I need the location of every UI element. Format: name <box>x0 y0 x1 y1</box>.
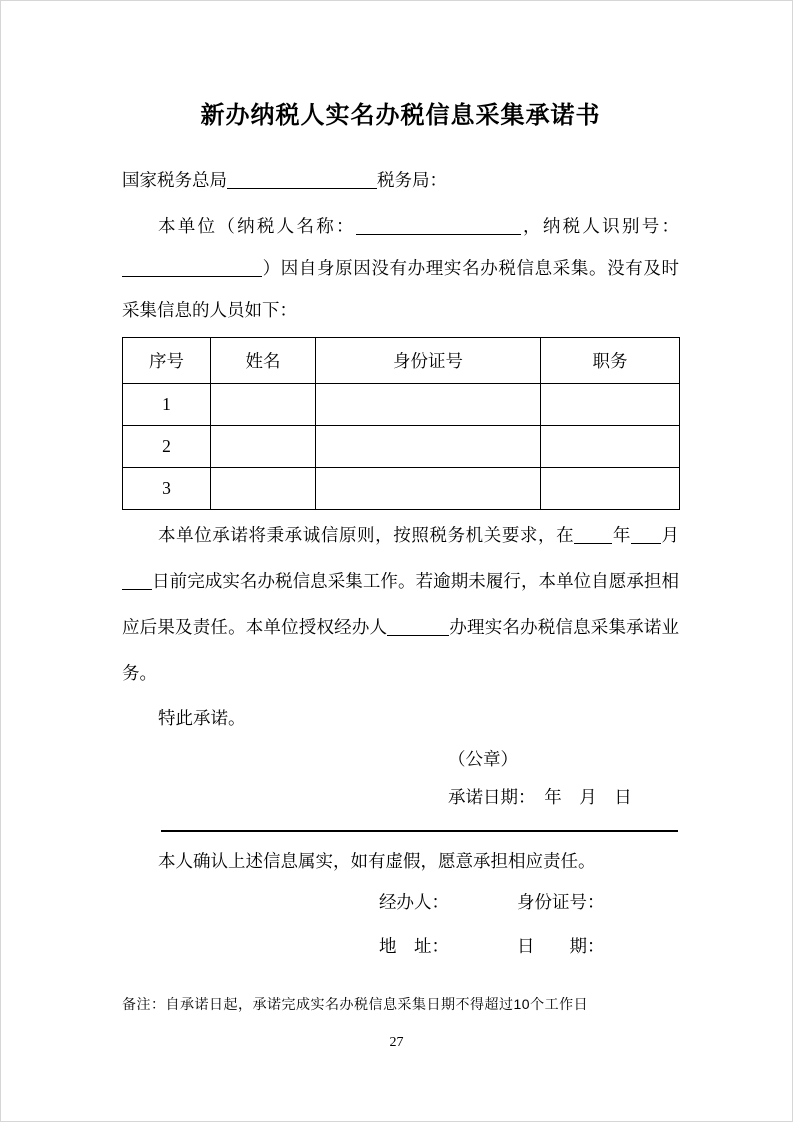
blank-taxpayer-name <box>356 218 521 236</box>
blank-year <box>574 527 612 545</box>
cell-name <box>211 384 316 426</box>
cell-index: 1 <box>123 384 211 426</box>
cell-position <box>541 426 680 468</box>
cell-index: 2 <box>123 426 211 468</box>
sign-row-address <box>122 924 679 968</box>
blank-taxpayer-id <box>122 260 262 278</box>
closing-line: 特此承诺。 <box>158 708 246 728</box>
salutation-post: 税务局： <box>377 170 447 190</box>
blank-day <box>122 573 152 591</box>
col-header-name: 姓名 <box>211 338 316 384</box>
intro-paragraph <box>122 205 679 331</box>
personnel-table <box>122 337 680 510</box>
commitment-date-line: 承诺日期： 年 月 日 <box>448 787 632 807</box>
table-row <box>123 468 680 510</box>
commitment-seg5: 办理实名办税信息采集承诺业务。 <box>122 617 680 683</box>
cell-name <box>211 426 316 468</box>
page-number: 27 <box>389 1035 404 1050</box>
sign-row-agent <box>122 880 679 924</box>
commitment-month-label: 月 <box>660 525 680 545</box>
cell-id-number <box>316 384 541 426</box>
commitment-seg1: 本单位承诺将秉承诚信原则，按照税务机关要求，在 <box>158 525 575 545</box>
salutation-line <box>122 165 679 195</box>
commitment-paragraph <box>122 512 679 696</box>
document-title: 新办纳税人实名办税信息采集承诺书 <box>200 102 601 129</box>
intro-seg3: ）因自身原因没有办理实名办税信息采集。没有及时采集信息的人员如下： <box>122 258 679 320</box>
commitment-year-label: 年 <box>612 525 631 545</box>
document-content <box>122 101 679 1028</box>
intro-seg2: ，纳税人识别号： <box>520 216 680 236</box>
seal-placeholder: （公章） <box>448 749 518 769</box>
signature-divider <box>161 830 678 832</box>
agent-label: 经办人： <box>379 892 449 912</box>
date-label: 日 期： <box>517 936 605 956</box>
blank-agent-name <box>387 619 449 637</box>
table-row <box>123 384 680 426</box>
col-header-index: 序号 <box>123 338 211 384</box>
commitment-seg4: 日前完成实名办税信息采集工作。若逾期未履行，本单位自愿承担相应后果及责任。本单位授权经办人 <box>122 571 679 637</box>
cell-id-number <box>316 468 541 510</box>
salutation-pre: 国家税务总局 <box>122 170 227 190</box>
table-header-row <box>123 338 680 384</box>
blank-month <box>631 527 661 545</box>
cell-name <box>211 468 316 510</box>
blank-bureau-name <box>227 172 377 190</box>
cell-position <box>541 468 680 510</box>
cell-index: 3 <box>123 468 211 510</box>
cell-id-number <box>316 426 541 468</box>
address-label: 地 址： <box>379 936 449 956</box>
footnote: 备注：自承诺日起，承诺完成实名办税信息采集日期不得超过10个工作日 <box>122 996 589 1012</box>
id-number-label: 身份证号： <box>517 892 605 912</box>
confirmation-line: 本人确认上述信息属实，如有虚假，愿意承担相应责任。 <box>158 851 596 871</box>
table-row <box>123 426 680 468</box>
intro-seg1: 本单位（纳税人名称： <box>158 216 356 236</box>
col-header-position: 职务 <box>541 338 680 384</box>
col-header-id-number: 身份证号 <box>316 338 541 384</box>
cell-position <box>541 384 680 426</box>
